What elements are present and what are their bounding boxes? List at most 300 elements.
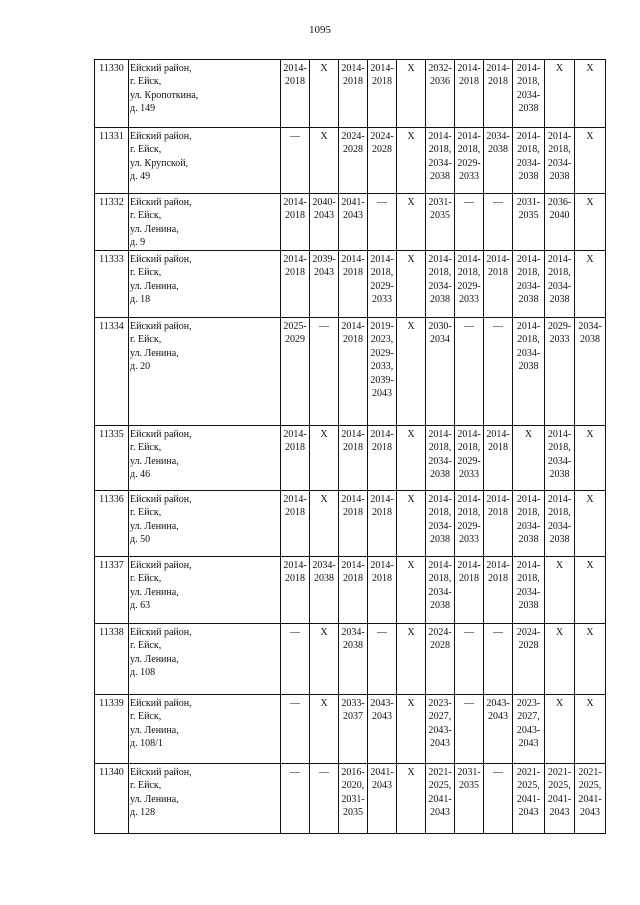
period-line: 2043 xyxy=(580,807,600,819)
period-line: 2037 xyxy=(343,711,363,723)
period-line: X xyxy=(407,627,415,638)
address-cell xyxy=(129,426,281,491)
period-line: 2029- xyxy=(547,321,572,332)
period-cell xyxy=(368,557,397,624)
period-cell xyxy=(397,194,426,251)
address-cell xyxy=(129,318,281,426)
period-cell xyxy=(339,60,368,128)
period-line: 2033 xyxy=(549,334,570,346)
period-cell xyxy=(310,491,339,557)
period-line: 2014- xyxy=(486,560,510,571)
period-line: X xyxy=(586,560,594,571)
period-line: 2018, xyxy=(457,144,481,156)
period-line: 2018 xyxy=(459,76,479,88)
period-line: 2021- xyxy=(428,767,452,778)
address-line: д. 149 xyxy=(130,103,156,115)
period-line: 2014- xyxy=(428,131,452,142)
address-line: г. Ейск, xyxy=(130,210,162,222)
period-cell xyxy=(397,60,426,128)
period-line: 2014- xyxy=(428,429,452,440)
period-cell xyxy=(368,60,397,128)
period-line: 2031- xyxy=(516,197,541,208)
address-cell xyxy=(129,491,281,557)
table-row xyxy=(95,557,606,624)
period-line: 2018 xyxy=(343,442,363,454)
period-line: 2018 xyxy=(459,573,479,585)
period-cell xyxy=(310,318,339,426)
period-line: 2018 xyxy=(488,573,508,585)
period-line: X xyxy=(320,63,328,74)
table-row xyxy=(95,60,606,128)
period-cell xyxy=(484,557,513,624)
period-line: — xyxy=(493,767,503,778)
table-row xyxy=(95,251,606,318)
address-line: д. 49 xyxy=(130,171,151,183)
period-line: — xyxy=(290,698,300,709)
address-line: д. 20 xyxy=(130,361,151,373)
period-line: 2014- xyxy=(370,494,394,505)
period-line: 2018, xyxy=(517,334,540,346)
period-line: 2018, xyxy=(370,267,394,279)
period-line: 2034- xyxy=(547,157,572,169)
period-line: 2043- xyxy=(370,698,394,709)
period-cell xyxy=(545,624,575,695)
period-line: 2023- xyxy=(516,698,541,709)
address-line: д. 50 xyxy=(130,534,151,546)
address-line: ул. Ленина, xyxy=(130,223,179,235)
period-cell xyxy=(513,695,545,764)
period-line: 2020, xyxy=(341,780,365,792)
period-line: 2043 xyxy=(430,807,450,819)
period-line: 2041- xyxy=(516,793,541,805)
address-line: д. 46 xyxy=(130,469,151,481)
period-line: 2014- xyxy=(428,560,452,571)
period-cell xyxy=(368,318,397,426)
period-line: 2038 xyxy=(488,144,508,156)
address-line: ул. Ленина, xyxy=(130,455,179,467)
period-cell xyxy=(397,491,426,557)
period-line: X xyxy=(555,560,564,571)
address-line: г. Ейск, xyxy=(130,334,162,346)
period-line: 2014- xyxy=(516,131,541,142)
address-line: Ейский район, xyxy=(130,197,192,208)
period-line: 2024- xyxy=(370,131,394,142)
period-cell xyxy=(281,318,310,426)
address-line: Ейский район, xyxy=(130,698,192,709)
table-row xyxy=(95,128,606,194)
period-line: 2038 xyxy=(549,171,570,183)
row-number: 11332 xyxy=(95,194,129,251)
period-line: 2029- xyxy=(457,455,481,467)
period-cell xyxy=(513,491,545,557)
period-cell xyxy=(575,557,606,624)
period-line: — xyxy=(290,627,300,638)
period-cell xyxy=(575,764,606,834)
period-cell xyxy=(455,624,484,695)
period-line: 2043 xyxy=(518,807,539,819)
period-line: 2032- xyxy=(428,63,452,74)
period-line: 2014- xyxy=(370,254,394,265)
address-line: г. Ейск, xyxy=(130,780,162,792)
period-line: 2029- xyxy=(370,280,394,292)
address-line: д. 9 xyxy=(130,237,146,249)
period-line: 2014- xyxy=(516,560,541,571)
period-line: 2043 xyxy=(343,210,363,222)
period-line: X xyxy=(586,698,594,709)
table-row xyxy=(95,194,606,251)
period-line: — xyxy=(493,197,503,208)
period-line: 2021- xyxy=(578,767,602,778)
period-cell xyxy=(455,251,484,318)
period-line: 2016- xyxy=(341,767,365,778)
period-cell xyxy=(397,624,426,695)
period-cell xyxy=(545,695,575,764)
period-line: X xyxy=(407,429,415,440)
period-cell xyxy=(397,695,426,764)
period-line: 2014- xyxy=(370,63,394,74)
period-line: 2035 xyxy=(518,210,539,222)
period-line: 2038 xyxy=(549,294,570,306)
period-line: X xyxy=(586,63,594,74)
period-line: 2029 xyxy=(285,334,305,346)
period-line: 2034- xyxy=(428,520,452,532)
period-line: 2038 xyxy=(430,469,450,481)
period-line: 2034- xyxy=(516,586,541,598)
address-line: д. 18 xyxy=(130,294,151,306)
period-line: 2034- xyxy=(428,157,452,169)
address-line: д. 108/1 xyxy=(130,738,163,750)
period-cell xyxy=(484,318,513,426)
address-line: ул. Крупской, xyxy=(130,157,189,169)
period-line: X xyxy=(407,63,415,74)
address-line: ул. Кропоткина, xyxy=(130,89,199,101)
period-cell xyxy=(339,557,368,624)
page-number: 1095 xyxy=(309,24,331,36)
period-cell xyxy=(455,426,484,491)
period-line: 2025- xyxy=(283,321,307,332)
period-cell xyxy=(426,491,455,557)
period-line: 2018, xyxy=(517,507,540,519)
period-line: 2036- xyxy=(547,197,572,208)
period-line: 2014- xyxy=(341,429,365,440)
period-line: 2014- xyxy=(457,494,481,505)
period-cell xyxy=(310,128,339,194)
period-cell xyxy=(545,491,575,557)
period-line: X xyxy=(407,698,415,709)
period-line: 2035 xyxy=(459,780,479,792)
period-line: 2028 xyxy=(430,640,450,652)
period-line: 2039- xyxy=(312,254,336,265)
period-cell xyxy=(455,695,484,764)
period-line: 2034- xyxy=(428,455,452,467)
period-cell xyxy=(368,695,397,764)
period-line: X xyxy=(586,429,594,440)
period-line: 2043 xyxy=(549,807,570,819)
period-line: 2033- xyxy=(341,698,365,709)
period-line: 2043 xyxy=(488,711,508,723)
address-line: г. Ейск, xyxy=(130,76,162,88)
period-cell xyxy=(339,318,368,426)
period-line: 2029- xyxy=(457,520,481,532)
address-line: Ейский район, xyxy=(130,321,192,332)
period-line: 2038 xyxy=(518,103,539,115)
period-line: 2014- xyxy=(457,63,481,74)
period-line: 2043 xyxy=(314,210,334,222)
period-line: 2036 xyxy=(430,76,450,88)
address-line: ул. Ленина, xyxy=(130,793,179,805)
period-line: 2033, xyxy=(370,361,394,373)
period-cell xyxy=(397,318,426,426)
period-cell xyxy=(484,491,513,557)
period-cell xyxy=(575,251,606,318)
address-line: Ейский район, xyxy=(130,560,192,571)
period-line: 2040- xyxy=(312,197,336,208)
address-cell xyxy=(129,128,281,194)
period-line: 2014- xyxy=(547,429,572,440)
period-line: 2018, xyxy=(428,144,452,156)
period-line: 2018 xyxy=(372,507,392,519)
period-line: X xyxy=(320,429,328,440)
period-cell xyxy=(426,764,455,834)
period-line: 2034- xyxy=(486,131,510,142)
period-line: 2025, xyxy=(578,780,602,792)
period-cell xyxy=(484,764,513,834)
period-line: 2029- xyxy=(457,280,481,292)
period-line: 2014- xyxy=(457,131,481,142)
period-line: X xyxy=(320,131,328,142)
period-cell xyxy=(310,764,339,834)
period-cell xyxy=(426,695,455,764)
table-row xyxy=(95,318,606,426)
period-cell xyxy=(545,128,575,194)
period-cell xyxy=(426,60,455,128)
address-line: г. Ейск, xyxy=(130,573,162,585)
period-line: 2018, xyxy=(428,442,452,454)
period-line: 2034- xyxy=(547,280,572,292)
period-cell xyxy=(281,426,310,491)
period-line: 2014- xyxy=(283,197,307,208)
period-cell xyxy=(310,426,339,491)
period-cell xyxy=(545,194,575,251)
period-cell xyxy=(397,251,426,318)
period-line: — xyxy=(464,627,474,638)
period-line: 2014- xyxy=(516,494,541,505)
period-line: 2014- xyxy=(370,560,394,571)
period-line: 2033 xyxy=(459,469,479,481)
period-line: X xyxy=(407,254,415,265)
period-line: 2018, xyxy=(457,507,481,519)
period-line: 2041- xyxy=(341,197,365,208)
period-line: X xyxy=(407,131,415,142)
period-line: — xyxy=(493,627,503,638)
period-line: 2034- xyxy=(578,321,602,332)
period-line: 2043 xyxy=(314,267,334,279)
period-cell xyxy=(310,624,339,695)
row-number: 11337 xyxy=(95,557,129,624)
period-line: 2035 xyxy=(430,210,450,222)
period-line: 2038 xyxy=(518,171,539,183)
address-cell xyxy=(129,194,281,251)
period-cell xyxy=(455,764,484,834)
period-line: — xyxy=(377,197,387,208)
period-cell xyxy=(310,194,339,251)
period-cell xyxy=(484,624,513,695)
period-cell xyxy=(426,318,455,426)
period-cell xyxy=(397,764,426,834)
period-cell xyxy=(281,491,310,557)
period-line: 2014- xyxy=(516,321,541,332)
period-line: 2033 xyxy=(459,294,479,306)
period-line: 2028 xyxy=(372,144,392,156)
period-line: X xyxy=(407,321,415,332)
period-cell xyxy=(426,624,455,695)
address-line: г. Ейск, xyxy=(130,267,162,279)
row-number: 11334 xyxy=(95,318,129,426)
address-line: ул. Ленина, xyxy=(130,520,179,532)
period-cell xyxy=(281,60,310,128)
address-line: ул. Ленина, xyxy=(130,280,179,292)
period-line: X xyxy=(407,494,415,505)
period-line: X xyxy=(586,197,594,208)
period-cell xyxy=(513,128,545,194)
period-line: 2018 xyxy=(343,334,363,346)
period-cell xyxy=(513,318,545,426)
period-line: 2018 xyxy=(372,76,392,88)
period-cell xyxy=(513,251,545,318)
address-cell xyxy=(129,624,281,695)
address-line: г. Ейск, xyxy=(130,144,162,156)
period-line: 2014- xyxy=(486,254,510,265)
period-line: 2023- xyxy=(428,698,452,709)
period-cell xyxy=(310,695,339,764)
period-line: 2014- xyxy=(283,63,307,74)
period-line: 2018 xyxy=(488,442,508,454)
address-line: г. Ейск, xyxy=(130,442,162,454)
period-cell xyxy=(575,491,606,557)
period-cell xyxy=(513,426,545,491)
period-line: 2018 xyxy=(285,442,305,454)
period-line: 2014- xyxy=(283,494,307,505)
period-cell xyxy=(545,426,575,491)
period-line: 2043 xyxy=(372,780,392,792)
address-line: ул. Ленина, xyxy=(130,653,179,665)
address-line: Ейский район, xyxy=(130,767,192,778)
address-cell xyxy=(129,251,281,318)
period-line: 2038 xyxy=(518,534,539,546)
period-line: 2038 xyxy=(430,600,450,612)
period-cell xyxy=(339,695,368,764)
period-line: 2018, xyxy=(457,267,481,279)
period-cell xyxy=(426,128,455,194)
period-line: 2018, xyxy=(428,267,452,279)
address-line: Ейский район, xyxy=(130,494,192,505)
period-line: 2039- xyxy=(370,374,394,386)
period-cell xyxy=(513,624,545,695)
period-line: 2018 xyxy=(285,267,305,279)
period-line: 2018 xyxy=(343,507,363,519)
period-line: 2038 xyxy=(430,171,450,183)
period-line: 2018 xyxy=(343,573,363,585)
address-line: ул. Ленина, xyxy=(130,724,179,736)
period-cell xyxy=(455,491,484,557)
period-line: 2014- xyxy=(457,254,481,265)
period-line: 2019- xyxy=(370,321,394,332)
period-cell xyxy=(368,251,397,318)
period-cell xyxy=(575,60,606,128)
period-cell xyxy=(368,491,397,557)
period-line: 2018 xyxy=(343,76,363,88)
period-line: 2018 xyxy=(488,507,508,519)
period-line: 2018 xyxy=(372,442,392,454)
period-cell xyxy=(575,194,606,251)
row-number: 11335 xyxy=(95,426,129,491)
period-cell xyxy=(513,194,545,251)
table-row xyxy=(95,491,606,557)
period-line: — xyxy=(377,627,387,638)
table-row xyxy=(95,426,606,491)
period-cell xyxy=(281,695,310,764)
period-cell xyxy=(484,128,513,194)
period-line: 2041- xyxy=(578,793,602,805)
row-number: 11333 xyxy=(95,251,129,318)
address-line: г. Ейск, xyxy=(130,507,162,519)
period-cell xyxy=(484,251,513,318)
period-cell xyxy=(484,194,513,251)
period-line: 2025, xyxy=(517,780,540,792)
period-line: 2014- xyxy=(283,254,307,265)
period-cell xyxy=(455,60,484,128)
period-line: 2018, xyxy=(457,442,481,454)
period-cell xyxy=(455,557,484,624)
period-line: — xyxy=(464,698,474,709)
period-cell xyxy=(513,60,545,128)
period-cell xyxy=(368,624,397,695)
period-line: 2024- xyxy=(428,627,452,638)
period-line: 2038 xyxy=(518,600,539,612)
period-line: — xyxy=(319,321,329,332)
period-line: — xyxy=(290,131,300,142)
period-cell xyxy=(281,251,310,318)
period-cell xyxy=(339,194,368,251)
period-cell xyxy=(339,128,368,194)
address-line: д. 128 xyxy=(130,807,156,819)
period-cell xyxy=(513,764,545,834)
period-cell xyxy=(575,128,606,194)
period-line: — xyxy=(319,767,329,778)
period-cell xyxy=(545,557,575,624)
row-number: 11340 xyxy=(95,764,129,834)
period-line: 2014- xyxy=(547,254,572,265)
period-line: 2018 xyxy=(285,210,305,222)
period-line: 2014- xyxy=(486,429,510,440)
period-line: 2038 xyxy=(430,534,450,546)
period-line: 2038 xyxy=(549,469,570,481)
period-cell xyxy=(484,695,513,764)
address-line: ул. Ленина, xyxy=(130,586,179,598)
period-cell xyxy=(575,318,606,426)
address-line: д. 63 xyxy=(130,600,151,612)
period-line: 2031- xyxy=(341,793,365,805)
period-cell xyxy=(484,60,513,128)
period-line: 2014- xyxy=(547,131,572,142)
period-line: 2018, xyxy=(428,507,452,519)
period-line: 2014- xyxy=(486,494,510,505)
period-line: 2041- xyxy=(370,767,394,778)
period-line: 2038 xyxy=(314,573,334,585)
period-cell xyxy=(575,426,606,491)
period-cell xyxy=(426,251,455,318)
period-line: 2014- xyxy=(547,494,572,505)
